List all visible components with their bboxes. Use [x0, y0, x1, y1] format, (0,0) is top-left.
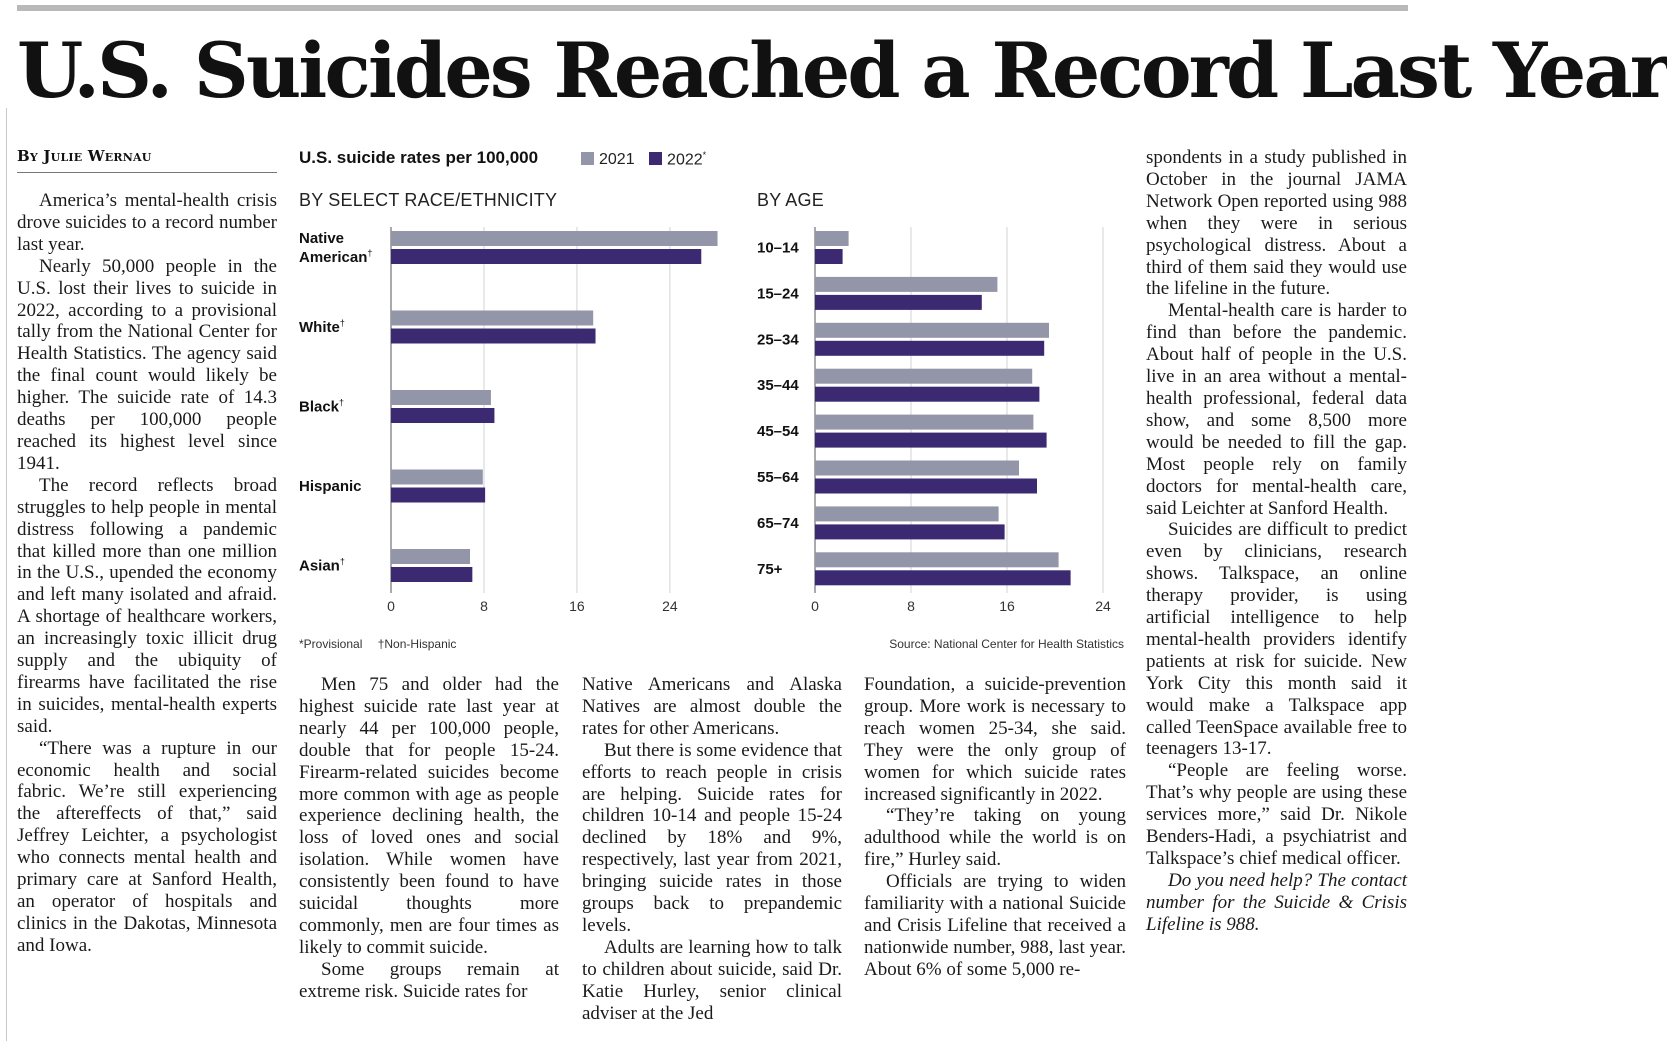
age-bar-2021: [815, 415, 1033, 430]
age-bar-2022: [815, 387, 1039, 402]
race-bar-2022: [391, 488, 485, 503]
paragraph: Nearly 50,000 people in the U.S. lost their lives to suicide in 2022, according to a provisional tally from the National Center for Health Statistics. The agency said the final count would likely be higher. The suicide rate of 14.3 deaths per 100,000 people reached its highest level since 1941.: [17, 255, 277, 474]
age-bar-2021: [815, 369, 1032, 384]
paragraph: But there is some evidence that efforts to reach people in crisis are helping. Suicide rates for children 10-14 and people 15-24 declined by 18% and 9%, respectively, last year from 2021, bringing suicide rates in those groups back to prepandemic levels.: [582, 739, 842, 936]
paragraph: Suicides are difficult to predict even by clinicians, research shows. Talkspace, an online therapy provider, is using artificial intelligence to help mental-health providers identify patients at risk for suicide. New York City this month said it would make a Talkspace app called TeenSpace available free to teenagers 13-17.: [1146, 519, 1407, 760]
age-category-label: 25–34: [757, 331, 799, 349]
age-bar-2022: [815, 295, 982, 310]
race-category-label: White†: [299, 318, 345, 336]
race-bar-2022: [391, 329, 596, 344]
age-category-label: 35–44: [757, 377, 799, 395]
age-category-label: 55–64: [757, 469, 799, 486]
age-bar-2021: [815, 231, 849, 246]
race-x-tick-label: 0: [387, 598, 395, 614]
race-category-label: Asian†: [299, 556, 345, 575]
age-bar-2021: [815, 277, 997, 292]
age-bar-2022: [815, 341, 1044, 356]
paragraph: spondents in a study published in October in the journal JAMA Network Open reported using 988 when they were in serious psychological distress. About a third of them said they would use the lifeline in the future.: [1146, 147, 1407, 300]
race-bar-2021: [391, 231, 718, 246]
section-title-age: BY AGE: [757, 190, 824, 210]
age-bar-2021: [815, 323, 1049, 338]
race-category-label: Black†: [299, 397, 345, 416]
age-bar-2021: [815, 506, 999, 521]
article-column-2: [299, 674, 559, 1003]
article-column-1: [17, 190, 277, 957]
article-column-3: [582, 674, 842, 1025]
legend-label-2021: 2021: [599, 151, 635, 169]
age-bar-2022: [815, 433, 1047, 448]
legend-swatch-2021: [581, 152, 594, 165]
race-bar-2021: [391, 311, 593, 326]
article-column-5: [1146, 147, 1407, 936]
byline: By Julie Wernau: [17, 147, 277, 173]
article-column-4: [864, 674, 1126, 981]
race-x-tick-label: 8: [480, 598, 488, 614]
paragraph: “People are feeling worse. That’s why people are using these services more,” said Dr. Nikole Benders-Hadi, a psychiatrist and Talkspace’s chief medical officer.: [1146, 760, 1407, 869]
bar-charts: [290, 210, 1130, 625]
legend-item-2021: [581, 151, 635, 169]
paragraph: “There was a rupture in our economic health and social fabric. We’re still experiencing the aftereffects of that,” said Jeffrey Leichter, a psychologist who connects mental health and primary care at Sanford Health, an operator of hospitals and clinics in the Dakotas, Minnesota and Iowa.: [17, 737, 277, 956]
age-bar-2021: [815, 461, 1019, 476]
paragraph: America’s mental-health crisis drove suicides to a record number last year.: [17, 190, 277, 255]
race-category-label: Native American†: [299, 230, 373, 266]
chart-source: Source: National Center for Health Statistics: [889, 637, 1124, 651]
footnote-provisional: *Provisional: [299, 637, 363, 651]
age-bar-2021: [815, 552, 1059, 567]
age-bar-2022: [815, 570, 1071, 585]
paragraph: Some groups remain at extreme risk. Suicide rates for: [299, 958, 559, 1002]
age-bar-2022: [815, 479, 1037, 494]
section-title-race: BY SELECT RACE/ETHNICITY: [299, 190, 558, 210]
race-x-tick-label: 16: [569, 598, 585, 614]
age-bar-2022: [815, 249, 843, 264]
race-bar-2021: [391, 470, 483, 485]
age-x-tick-label: 0: [811, 598, 819, 614]
chart-legend: [581, 150, 716, 169]
age-x-tick-label: 8: [907, 598, 915, 614]
chart-title: U.S. suicide rates per 100,000: [299, 148, 539, 167]
age-category-label: 45–54: [757, 423, 799, 441]
paragraph: Foundation, a suicide-prevention group. More work is necessary to reach women 25-34, she said. They were the only group of women for which suicide rates increased significantly in 2022.: [864, 674, 1126, 805]
age-category-label: 10–14: [757, 239, 799, 257]
footnote-non-hispanic: †Non-Hispanic: [377, 637, 457, 651]
legend-swatch-2022: [649, 152, 662, 165]
paragraph: The record reflects broad struggles to help people in mental distress following a pandemic that killed more than one million in the U.S., upended the economy and left many isolated and afraid. A shortage of healthcare workers, an increasingly toxic illicit drug supply and the ubiquity of firearms have facilitated the rise in suicides, mental-health experts said.: [17, 474, 277, 737]
race-bar-2022: [391, 408, 494, 423]
age-category-label: 65–74: [757, 514, 799, 532]
paragraph: Native Americans and Alaska Natives are almost double the rates for other Americans.: [582, 674, 842, 739]
age-x-tick-label: 16: [999, 598, 1015, 614]
race-bar-2021: [391, 549, 470, 564]
headline: U.S. Suicides Reached a Record Last Year: [17, 26, 1667, 115]
top-rule: [17, 5, 1408, 11]
race-x-tick-label: 24: [662, 598, 678, 614]
legend-item-2022: [649, 150, 706, 169]
age-category-label: 15–24: [757, 285, 799, 303]
legend-label-2022: 2022: [667, 151, 703, 169]
paragraph: Mental-health care is harder to find than before the pandemic. About half of people in the U.S. live in an area without a mental-health professional, federal data show, and some 8,500 more would be needed to fill the gap. Most people rely on family doctors for mental-health care, said Leichter at Sanford Health.: [1146, 300, 1407, 519]
age-category-label: 75+: [757, 560, 783, 578]
race-bar-2021: [391, 390, 491, 405]
age-x-tick-label: 24: [1095, 598, 1111, 614]
age-bar-2022: [815, 524, 1005, 539]
paragraph: “They’re taking on young adulthood while the world is on fire,” Hurley said.: [864, 805, 1126, 871]
paragraph: Adults are learning how to talk to children about suicide, said Dr. Katie Hurley, senior clinical adviser at the Jed: [582, 936, 842, 1024]
legend-provisional-mark: *: [702, 150, 707, 160]
race-bar-2022: [391, 249, 701, 264]
chart-footnotes: [299, 637, 456, 651]
paragraph: Men 75 and older had the highest suicide rate last year at nearly 44 per 100,000 people, double that for people 15-24. Firearm-related suicides become more common with age as people experience declining health, the loss of loved ones and social isolation. While women have consistently been found to have suicidal thoughts more commonly, men are four times as likely to commit suicide.: [299, 674, 559, 958]
race-category-label: Hispanic: [299, 478, 362, 495]
race-bar-2022: [391, 567, 472, 582]
paragraph: Officials are trying to widen familiarity with a national Suicide and Crisis Lifeline that received a nationwide number, 988, last year. About 6% of some 5,000 re-: [864, 871, 1126, 980]
help-note: Do you need help? The contact number for the Suicide & Crisis Lifeline is 988.: [1146, 869, 1407, 935]
left-rule: [6, 108, 7, 1041]
